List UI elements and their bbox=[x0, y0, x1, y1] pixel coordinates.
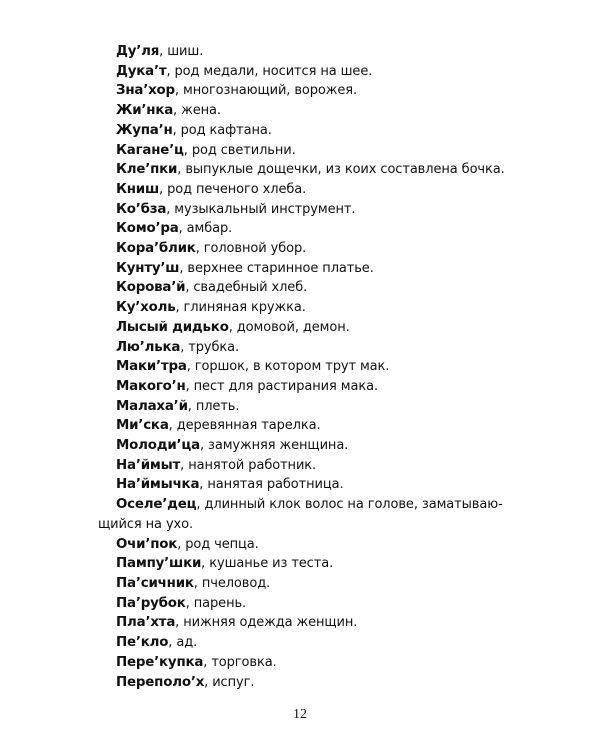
glossary-term: Пере’купка bbox=[116, 654, 204, 670]
glossary-term: Па’сичник bbox=[116, 575, 194, 591]
glossary-entry bbox=[98, 219, 528, 239]
glossary-definition: , испуг. bbox=[204, 674, 255, 690]
glossary-term: Ми’ска bbox=[116, 418, 169, 434]
glossary-definition: , верхнее старинное платье. bbox=[179, 260, 374, 276]
glossary-entry bbox=[98, 81, 528, 101]
glossary-definition: , жена. bbox=[173, 103, 221, 119]
glossary-definition: , плеть. bbox=[187, 398, 240, 414]
glossary-definition: , ад. bbox=[168, 635, 198, 651]
glossary-definition: , деревянная тарелка. bbox=[168, 418, 321, 434]
glossary-definition: , трубка. bbox=[180, 339, 240, 355]
glossary-definition: , торговка. bbox=[203, 654, 277, 670]
glossary-term: Очи’пок bbox=[116, 536, 178, 552]
glossary-term: Жи’нка bbox=[116, 103, 174, 119]
glossary-entry bbox=[98, 613, 528, 633]
glossary-term: Комо’ра bbox=[116, 221, 179, 237]
glossary-entry bbox=[98, 416, 528, 436]
glossary-entry bbox=[98, 653, 528, 673]
glossary-term: Па’рубок bbox=[116, 595, 186, 611]
glossary-definition: , нанятой работник. bbox=[180, 457, 317, 473]
glossary-term: Пла’хта bbox=[116, 615, 176, 631]
glossary-term: Кагане’ц bbox=[116, 142, 184, 158]
glossary-entry bbox=[98, 456, 528, 476]
glossary-entry bbox=[98, 42, 528, 62]
glossary-entry bbox=[98, 436, 528, 456]
glossary-entry bbox=[98, 554, 528, 574]
glossary-entry bbox=[98, 475, 528, 495]
glossary-term: Лысый дидько bbox=[116, 319, 229, 335]
glossary-term: Переполо’х bbox=[116, 674, 205, 690]
glossary-definition: , род светильни. bbox=[183, 142, 296, 158]
glossary-definition: , выпуклые дощечки, из коих составлена бочка. bbox=[177, 162, 505, 178]
glossary-term: Книш bbox=[116, 181, 160, 197]
glossary-term: На’ймычка bbox=[116, 477, 200, 493]
glossary-term: Ко’бза bbox=[116, 201, 167, 217]
glossary-term: Ку’холь bbox=[116, 300, 176, 316]
glossary-definition: , род кафтана. bbox=[172, 122, 272, 138]
glossary-definition: , нижняя одежда женщин. bbox=[175, 615, 358, 631]
glossary-term: Пампу’шки bbox=[116, 556, 202, 572]
glossary-definition: , домовой, демон. bbox=[228, 319, 350, 335]
glossary-term: Молоди’ца bbox=[116, 438, 200, 454]
glossary-definition: , головной убор. bbox=[195, 241, 307, 257]
glossary-term: На’ймыт bbox=[116, 457, 181, 473]
glossary-entry bbox=[98, 594, 528, 614]
glossary-entry bbox=[98, 62, 528, 82]
glossary-definition: , замужняя женщина. bbox=[199, 438, 349, 454]
glossary-definition: , пчеловод. bbox=[193, 575, 271, 591]
glossary-term: Маки’тра bbox=[116, 359, 187, 375]
glossary-entry bbox=[98, 259, 528, 279]
glossary-entry bbox=[98, 535, 528, 555]
glossary-term: Кора’блик bbox=[116, 241, 196, 257]
glossary-entry bbox=[98, 673, 528, 693]
glossary-term: Лю’лька bbox=[116, 339, 181, 355]
glossary-entry bbox=[98, 180, 528, 200]
glossary-list bbox=[98, 42, 528, 692]
glossary-entry bbox=[98, 357, 528, 377]
glossary-definition: , глиняная кружка. bbox=[175, 300, 306, 316]
glossary-entry bbox=[98, 121, 528, 141]
glossary-term: Макого’н bbox=[116, 378, 186, 394]
glossary-definition: , род чепца. bbox=[177, 536, 259, 552]
glossary-definition: , род печеного хлеба. bbox=[159, 181, 307, 197]
glossary-definition: , музыкальный инструмент. bbox=[166, 201, 356, 217]
glossary-entry bbox=[98, 377, 528, 397]
glossary-entry bbox=[98, 318, 528, 338]
glossary-term: Ду’ля bbox=[116, 44, 160, 59]
glossary-definition: , многознающий, ворожея. bbox=[174, 83, 358, 99]
glossary-term: Жупа’н bbox=[116, 122, 173, 138]
glossary-term: Оселе’дец bbox=[116, 497, 197, 513]
glossary-entry bbox=[98, 141, 528, 161]
glossary-entry bbox=[98, 239, 528, 259]
page-number: 12 bbox=[293, 707, 307, 722]
glossary-definition: , парень. bbox=[185, 595, 247, 611]
glossary-definition: , род медали, носится на шее. bbox=[166, 63, 373, 79]
glossary-entry bbox=[98, 101, 528, 121]
glossary-term: Кле’пки bbox=[116, 162, 178, 178]
glossary-entry bbox=[98, 160, 528, 180]
glossary-definition: , нанятая работница. bbox=[199, 477, 344, 493]
glossary-entry bbox=[98, 633, 528, 653]
glossary-term: Корова’й bbox=[116, 280, 186, 296]
glossary-definition: , шиш. bbox=[159, 44, 204, 59]
glossary-definition: , пест для растирания мака. bbox=[185, 378, 378, 394]
glossary-term: Кунту’ш bbox=[116, 260, 180, 276]
glossary-entry bbox=[98, 200, 528, 220]
glossary-definition: , кушанье из теста. bbox=[201, 556, 334, 572]
glossary-definition: , горшок, в котором трут мак. bbox=[186, 359, 390, 375]
glossary-term: Малаха’й bbox=[116, 398, 188, 414]
glossary-definition: , длинный клок волос на голове, заматывающийся на ухо. bbox=[98, 497, 503, 532]
glossary-term: Зна’хор bbox=[116, 83, 175, 99]
glossary-entry bbox=[98, 338, 528, 358]
glossary-entry bbox=[98, 278, 528, 298]
glossary-term: Дука’т bbox=[116, 63, 167, 79]
glossary-entry bbox=[98, 495, 528, 534]
glossary-term: Пе’кло bbox=[116, 635, 169, 651]
glossary-entry bbox=[98, 397, 528, 417]
glossary-entry bbox=[98, 574, 528, 594]
glossary-entry bbox=[98, 298, 528, 318]
glossary-definition: , амбар. bbox=[178, 221, 233, 237]
glossary-definition: , свадебный хлеб. bbox=[185, 280, 308, 296]
